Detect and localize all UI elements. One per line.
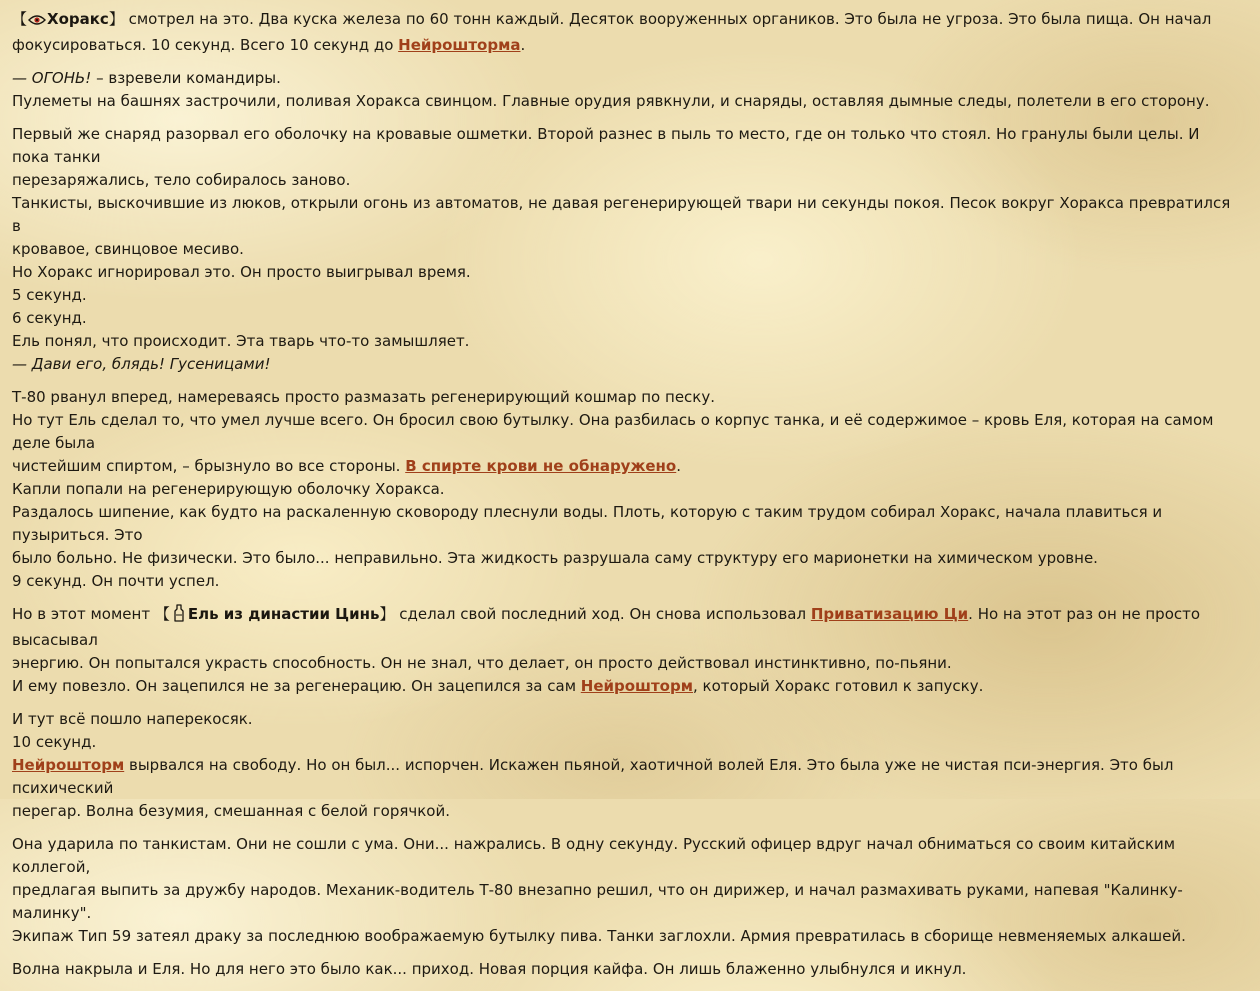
bracket-open: 【 — [154, 605, 170, 623]
narration-text: сделал свой последний ход. Он снова использовал — [394, 605, 811, 623]
narration-text: И тут всё пошло наперекосяк. — [12, 710, 253, 728]
narration-text: 5 секунд. — [12, 286, 87, 304]
character-tag — [12, 10, 124, 28]
text-line — [12, 800, 1234, 823]
narration-text: предлагая выпить за дружбу народов. Механик-водитель Т-80 внезапно решил, что он дирижер, и начал размахивать руками, напевая "Калинку-малинку". — [12, 881, 1183, 922]
text-line — [12, 90, 1234, 113]
narration-text: смотрел на это. Два куска железа по 60 тонн каждый. Десяток вооруженных органиков. Это была не угроза. Это была пища. Он начал — [123, 10, 1212, 28]
character-tag — [155, 605, 395, 623]
dialogue-text: — ОГОНЬ! — [12, 69, 92, 87]
text-line — [12, 708, 1234, 731]
bracket-close: 】 — [108, 10, 124, 28]
text-line — [12, 501, 1234, 547]
narration-text: Пулеметы на башнях застрочили, поливая Хоракса свинцом. Главные орудия рявкнули, и снаряды, оставляя дымные следы, полетели в его сторону. — [12, 92, 1210, 110]
narration-text: фокусироваться. 10 секунд. Всего 10 секунд до — [12, 36, 399, 54]
text-line — [12, 409, 1234, 455]
narration-text: Танкисты, выскочившие из люков, открыли огонь из автоматов, не давая регенерирующей твари ни секунды покоя. Песок вокруг Хоракса превратился в — [12, 194, 1231, 235]
narration-text: перезаряжались, тело собиралось заново. — [12, 171, 351, 189]
text-line — [12, 652, 1234, 675]
narration-text: вырвался на свободу. Но он был... испорчен. Искажен пьяной, хаотичной волей Еля. Это была уже не чистая пси-энергия. Это был психический — [12, 756, 1174, 797]
narration-text: – взревели командиры. — [91, 69, 281, 87]
text-line — [12, 8, 1234, 34]
narration-text: Волна накрыла и Еля. Но для него это было как... приход. Новая порция кайфа. Он лишь блаженно улыбнулся и икнул. — [12, 960, 967, 978]
text-line — [12, 67, 1234, 90]
story-paragraph — [12, 833, 1234, 948]
narration-text: 10 секунд. — [12, 733, 97, 751]
text-line — [12, 478, 1234, 501]
skill-link[interactable]: Нейрошторм — [580, 677, 693, 695]
narration-text: . — [676, 457, 682, 475]
narration-text: Капли попали на регенерирующую оболочку Хоракса. — [12, 480, 445, 498]
story-paragraph — [12, 603, 1234, 698]
story-paragraph — [12, 123, 1234, 376]
text-line — [12, 386, 1234, 409]
text-line — [12, 925, 1234, 948]
text-line — [12, 123, 1234, 169]
narration-text: 6 секунд. — [12, 309, 87, 327]
text-line — [12, 353, 1234, 376]
character-name: Ель из династии Цинь — [187, 605, 380, 623]
bracket-open: 【 — [12, 10, 28, 28]
bottle-icon — [171, 604, 187, 629]
narration-text: Она ударила по танкистам. Они не сошли с ума. Они... нажрались. В одну секунду. Русский офицер вдруг начал обниматься со своим китайским коллегой, — [12, 835, 1176, 876]
text-line — [12, 731, 1234, 754]
narration-text: Первый же снаряд разорвал его оболочку на кровавые ошметки. Второй разнес в пыль то место, где он только что стоял. Но гранулы были целы. И пока танки — [12, 125, 1200, 166]
text-line — [12, 330, 1234, 353]
narration-text: чистейшим спиртом, – брызнуло во все стороны. — [12, 457, 406, 475]
story-paragraph — [12, 67, 1234, 113]
story-text — [12, 8, 1234, 991]
narration-text: энергию. Он попытался украсть способность. Он не знал, что делает, он просто действовал инстинктивно, по-пьяни. — [12, 654, 952, 672]
character-name: Хоракс — [47, 10, 109, 28]
text-line — [12, 34, 1234, 57]
eye-icon — [28, 11, 46, 34]
text-line — [12, 238, 1234, 261]
bracket-close: 】 — [379, 605, 395, 623]
text-line — [12, 192, 1234, 238]
text-line — [12, 603, 1234, 652]
narration-text: Но тут Ель сделал то, что умел лучше всего. Он бросил свою бутылку. Она разбилась о корпус танка, и её содержимое – кровь Еля, которая на самом деле была — [12, 411, 1214, 452]
text-line — [12, 284, 1234, 307]
skill-link[interactable]: Нейрошторма — [398, 36, 521, 54]
narration-text: , который Хоракс готовил к запуску. — [693, 677, 984, 695]
narration-text: Но в этот момент — [12, 605, 155, 623]
text-line — [12, 754, 1234, 800]
story-paragraph — [12, 8, 1234, 57]
narration-text: было больно. Не физически. Это было... неправильно. Эта жидкость разрушала саму структуру его марионетки на химическом уровне. — [12, 549, 1098, 567]
text-line — [12, 675, 1234, 698]
narration-text: . — [520, 36, 526, 54]
narration-text: Экипаж Тип 59 затеял драку за последнюю воображаемую бутылку пива. Танки заглохли. Армия превратилась в сборище невменяемых алкашей. — [12, 927, 1186, 945]
skill-link[interactable]: Нейрошторм — [12, 756, 125, 774]
narration-text: Ель понял, что происходит. Эта тварь что-то замышляет. — [12, 332, 470, 350]
text-line — [12, 169, 1234, 192]
story-paragraph — [12, 386, 1234, 593]
narration-text: И ему повезло. Он зацепился не за регенерацию. Он зацепился за сам — [12, 677, 581, 695]
text-line — [12, 570, 1234, 593]
text-line — [12, 455, 1234, 478]
skill-link[interactable]: В спирте крови не обнаружено — [405, 457, 677, 475]
narration-text: Раздалось шипение, как будто на раскаленную сковороду плеснули воды. Плоть, которую с таким трудом собирал Хоракс, начала плавиться и пузыриться. Это — [12, 503, 1163, 544]
text-line — [12, 879, 1234, 925]
story-paragraph — [12, 708, 1234, 823]
narration-text: Т-80 рванул вперед, намереваясь просто размазать регенерирующий кошмар по песку. — [12, 388, 715, 406]
text-line — [12, 307, 1234, 330]
story-paragraph — [12, 958, 1234, 981]
narration-text: перегар. Волна безумия, смешанная с белой горячкой. — [12, 802, 450, 820]
text-line — [12, 547, 1234, 570]
narration-text: . Но на этот раз он не просто высасывал — [12, 605, 1201, 649]
narration-text: кровавое, свинцовое месиво. — [12, 240, 244, 258]
text-line — [12, 261, 1234, 284]
narration-text: 9 секунд. Он почти успел. — [12, 572, 220, 590]
text-line — [12, 833, 1234, 879]
skill-link[interactable]: Приватизацию Ци — [810, 605, 969, 623]
narration-text: Но Хоракс игнорировал это. Он просто выигрывал время. — [12, 263, 471, 281]
text-line — [12, 958, 1234, 981]
dialogue-text: — Дави его, блядь! Гусеницами! — [12, 355, 271, 373]
